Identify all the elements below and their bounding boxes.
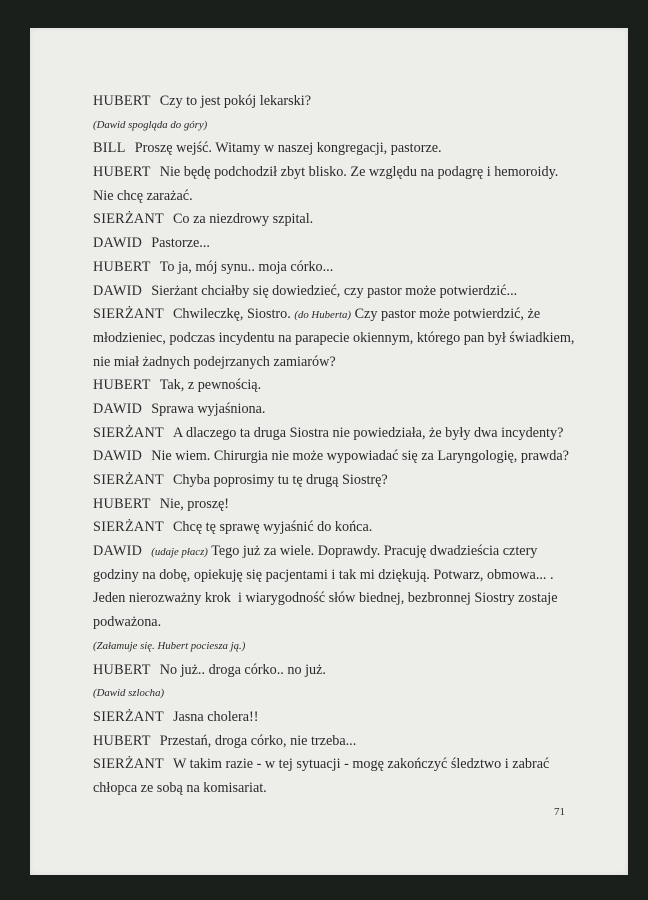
dialogue-text: Chwileczkę, Siostro. xyxy=(172,306,291,323)
dialogue-line xyxy=(93,422,593,446)
speaker-name: SIERŻANT xyxy=(93,519,164,536)
dialogue-text: Sierżant chciałby się dowiedzieć, czy pastor może potwierdzić... xyxy=(151,282,518,299)
dialogue-line xyxy=(93,445,593,469)
speaker-name: SIERŻANT xyxy=(93,756,164,773)
dialogue-text: Tak, z pewnością. xyxy=(159,377,262,394)
speaker-name: HUBERT xyxy=(93,377,151,394)
dialogue-text: Przestań, droga córko, nie trzeba... xyxy=(159,732,357,749)
dialogue-text: Chcę tę sprawę wyjaśnić do końca. xyxy=(172,519,373,536)
stage-direction: (Załamuje się. Hubert pociesza ją.) xyxy=(93,639,246,652)
dialogue-text: Nie wiem. Chirurgia nie może wypowiadać się za Laryngologię, prawda? xyxy=(151,448,569,465)
speaker-name: DAWID xyxy=(93,235,143,252)
dialogue-continuation: nie miał żadnych podejrzanych zamiarów? xyxy=(93,353,336,370)
dialogue-line xyxy=(93,493,593,517)
speaker-name: HUBERT xyxy=(93,661,151,678)
speaker-name: DAWID xyxy=(93,448,143,465)
dialogue-continuation: godziny na dobę, opiekuję się pacjentami i tak mi dziękują. Potwarz, obmowa... . xyxy=(93,566,554,583)
dialogue-text: Nie, proszę! xyxy=(159,495,230,512)
dialogue-continuation: Jeden nierozważny krok i wiarygodność słów biednej, bezbronnej Siostry zostaje xyxy=(93,590,558,607)
dialogue-line xyxy=(93,398,593,422)
speaker-name: HUBERT xyxy=(93,164,151,181)
speaker-name: DAWID xyxy=(93,400,143,417)
script-text xyxy=(93,90,593,801)
dialogue-line xyxy=(93,256,593,280)
dialogue-text: No już.. droga córko.. no już. xyxy=(159,661,326,678)
dialogue-text: Proszę wejść. Witamy w naszej kongregacji, pastorze. xyxy=(134,140,442,157)
speaker-name: HUBERT xyxy=(93,732,151,749)
dialogue-text: Tego już za wiele. Doprawdy. Pracuję dwadzieścia cztery xyxy=(211,543,538,560)
dialogue-line xyxy=(93,469,593,493)
inline-stage-direction: (udaje płacz) xyxy=(151,546,208,559)
speaker-name: DAWID xyxy=(93,282,143,299)
dialogue-text: Sprawa wyjaśniona. xyxy=(151,400,266,417)
dialogue-line xyxy=(93,232,593,256)
speaker-name: SIERŻANT xyxy=(93,424,164,441)
stage-direction: (Dawid szlocha) xyxy=(93,687,165,700)
dialogue-line xyxy=(93,208,593,232)
dialogue-line xyxy=(93,540,593,564)
dialogue-continuation: chłopca ze sobą na komisariat. xyxy=(93,779,267,796)
dialogue-continuation: młodzieniec, podczas incydentu na parapecie okiennym, którego pan był świadkiem, xyxy=(93,329,575,346)
speaker-name: SIERŻANT xyxy=(93,708,164,725)
dialogue-line xyxy=(93,161,593,185)
dialogue-text: Czy pastor może potwierdzić, że xyxy=(354,306,541,323)
script-page xyxy=(30,28,628,875)
speaker-name: SIERŻANT xyxy=(93,211,164,228)
speaker-name: SIERŻANT xyxy=(93,472,164,488)
inline-stage-direction: (do Huberta) xyxy=(294,309,352,322)
speaker-name: DAWID xyxy=(93,543,143,560)
dialogue-line xyxy=(93,90,593,114)
dialogue-text: To ja, mój synu.. moja córko... xyxy=(159,258,334,275)
dialogue-line xyxy=(93,374,593,398)
dialogue-line xyxy=(93,706,593,730)
dialogue-line xyxy=(93,516,593,540)
speaker-name: HUBERT xyxy=(93,258,151,275)
dialogue-text: A dlaczego ta druga Siostra nie powiedziała, że były dwa incydenty? xyxy=(172,424,564,441)
dialogue-text: Jasna cholera!! xyxy=(172,708,259,725)
dialogue-text: Nie będę podchodził zbyt blisko. Ze względu na podagrę i hemoroidy. xyxy=(159,164,559,181)
dialogue-line xyxy=(93,137,593,161)
speaker-name: HUBERT xyxy=(93,495,151,512)
stage-direction: (Dawid spogląda do góry) xyxy=(93,118,208,131)
dialogue-line xyxy=(93,280,593,304)
page-number: 71 xyxy=(554,806,565,818)
speaker-name: BILL xyxy=(93,140,126,157)
speaker-name: SIERŻANT xyxy=(93,306,164,323)
dialogue-text: Czy to jest pokój lekarski? xyxy=(159,93,312,109)
dialogue-text: Co za niezdrowy szpital. xyxy=(172,211,314,228)
dialogue-line xyxy=(93,303,593,327)
dialogue-line xyxy=(93,730,593,754)
dialogue-line xyxy=(93,753,593,777)
speaker-name: HUBERT xyxy=(93,93,151,109)
dialogue-text: Chyba poprosimy tu tę drugą Siostrę? xyxy=(172,472,388,488)
dialogue-continuation: podważona. xyxy=(93,614,162,631)
dialogue-text: Pastorze... xyxy=(151,235,210,252)
dialogue-continuation: Nie chcę zarażać. xyxy=(93,187,193,204)
dialogue-line xyxy=(93,659,593,683)
dialogue-text: W takim razie - w tej sytuacji - mogę zakończyć śledztwo i zabrać xyxy=(172,756,550,773)
